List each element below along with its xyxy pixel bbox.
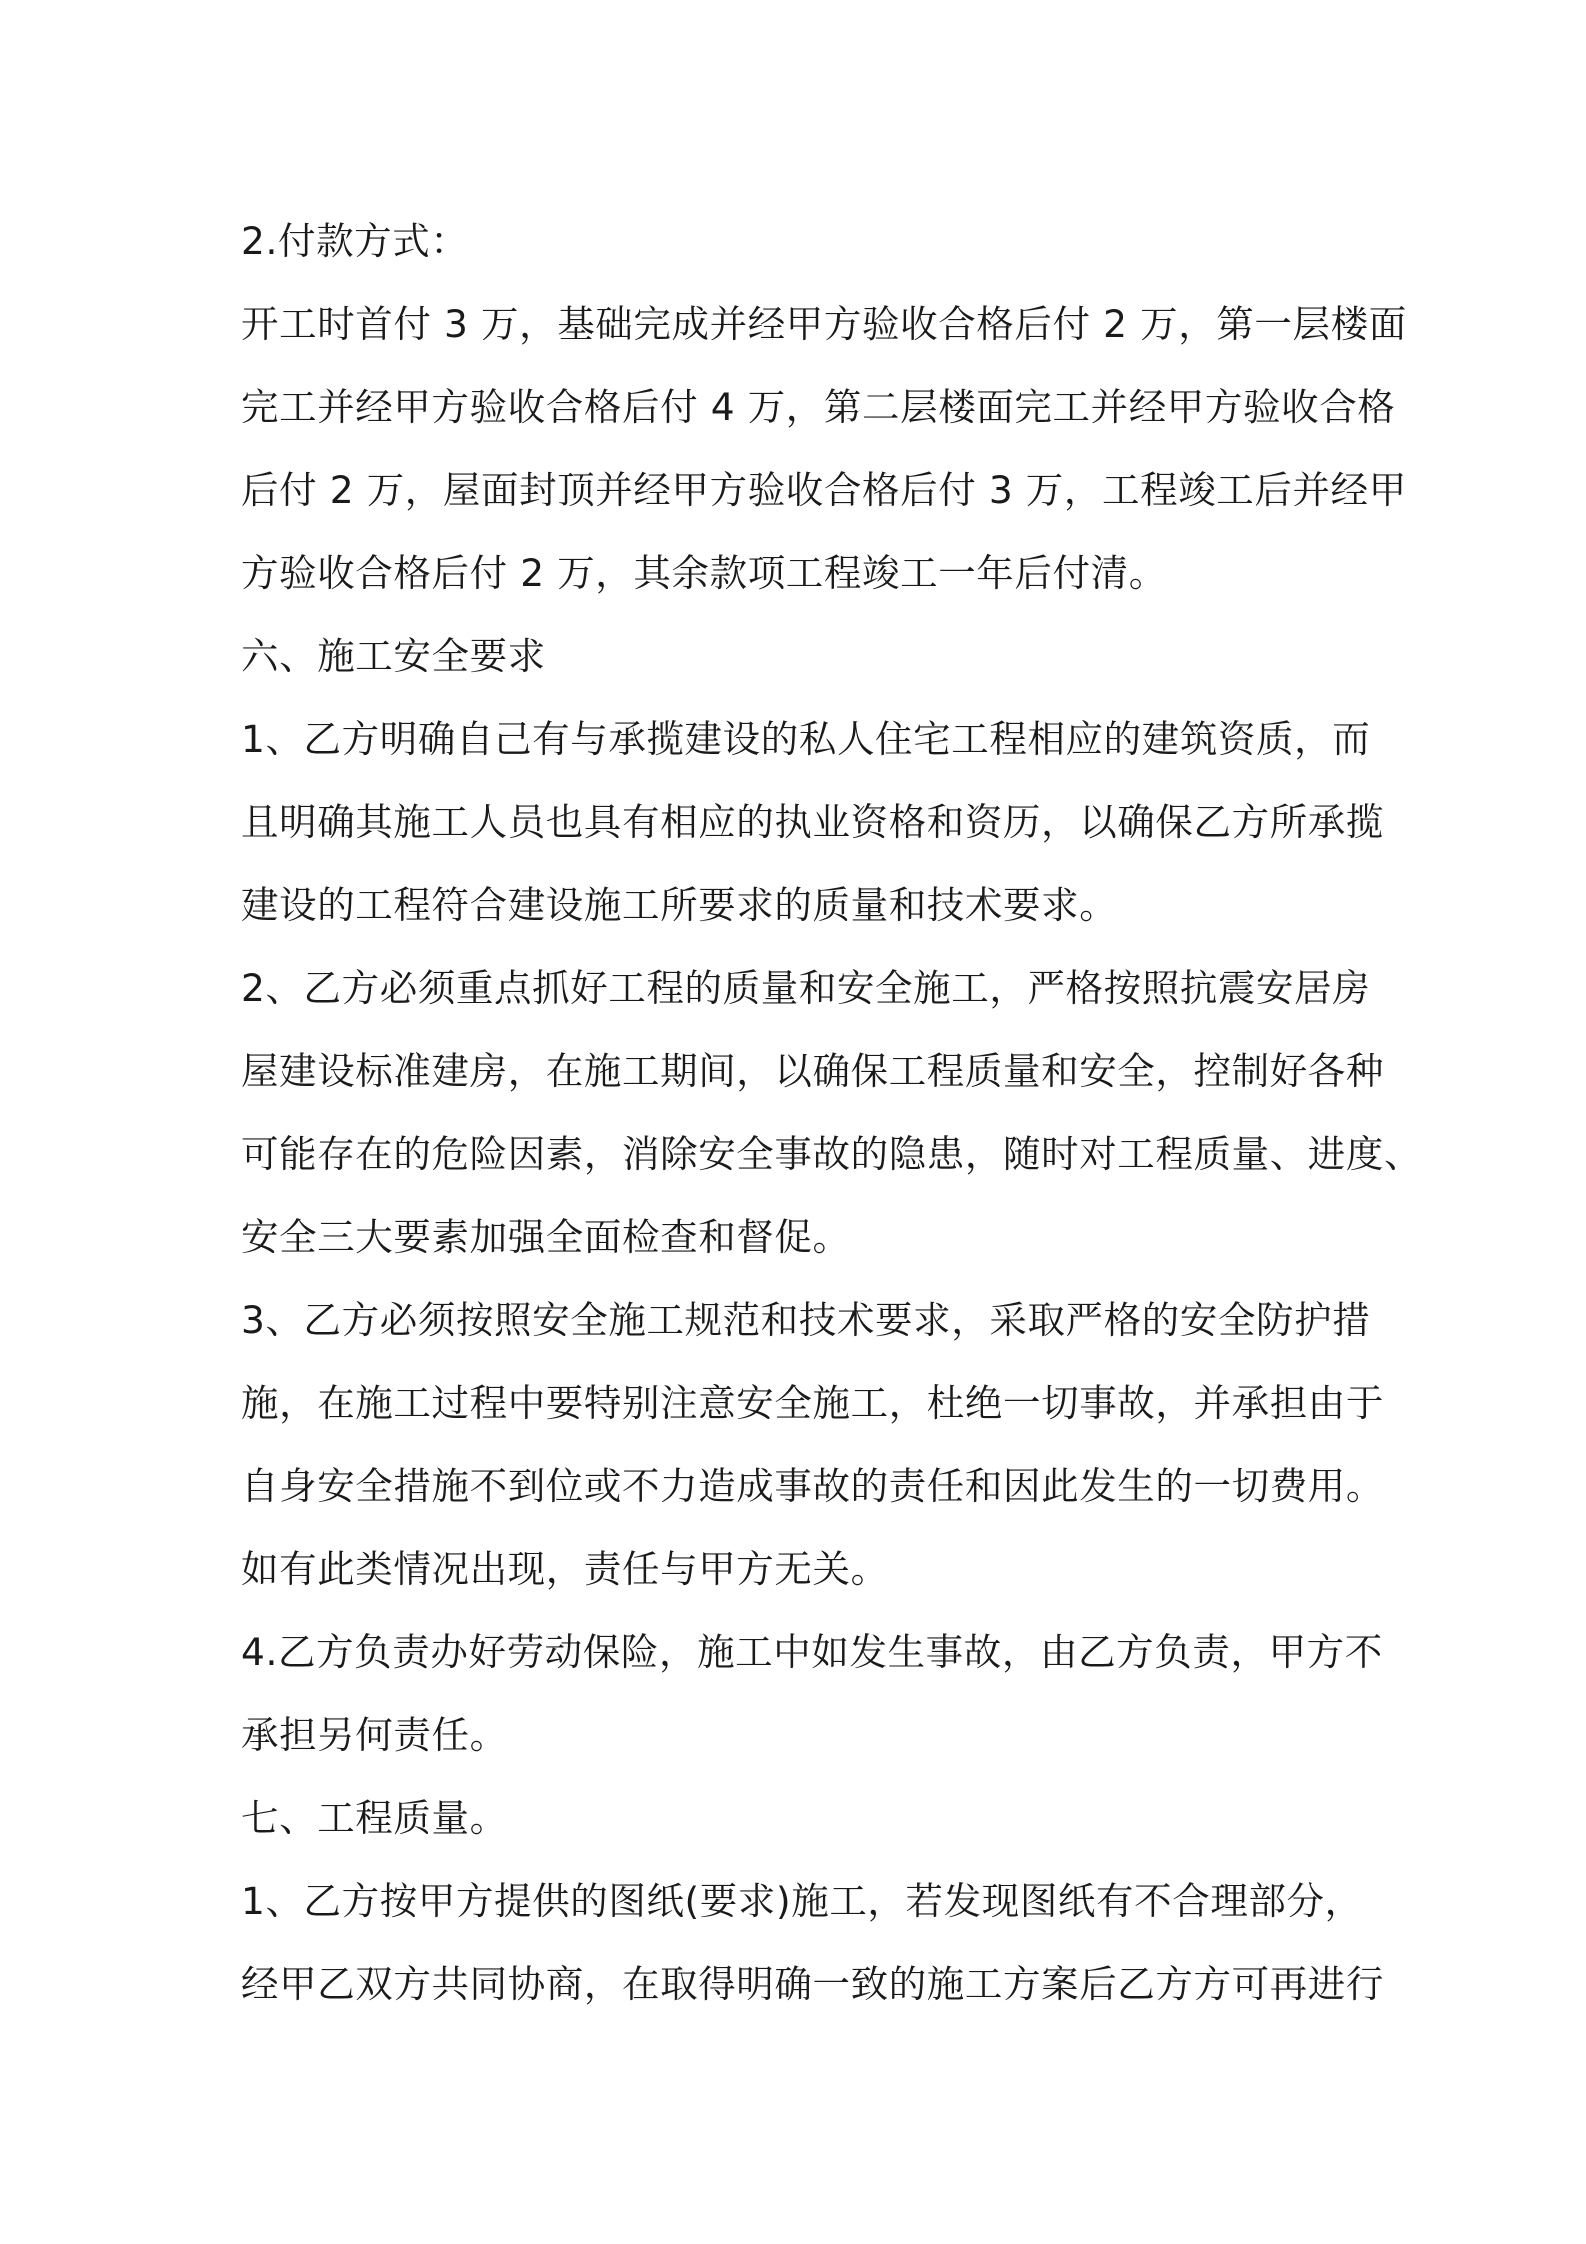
text-line: 3、乙方必须按照安全施工规范和技术要求，采取严格的安全防护措 (241, 1298, 1371, 1342)
text-line: 完工并经甲方验收合格后付 4 万，第二层楼面完工并经甲方验收合格 (241, 385, 1396, 429)
quality-section-heading (241, 1777, 1361, 1860)
text-line: 可能存在的危险因素，消除安全事故的隐患，随时对工程质量、进度、 (241, 1132, 1423, 1176)
text-line: 屋建设标准建房，在施工期间，以确保工程质量和安全，控制好各种 (241, 1049, 1384, 1093)
text-line: 方验收合格后付 2 万，其余款项工程竣工一年后付清。 (241, 551, 1167, 595)
text-line: 且明确其施工人员也具有相应的执业资格和资历，以确保乙方所承揽 (241, 800, 1384, 844)
text-line: 后付 2 万，屋面封顶并经甲方验收合格后付 3 万，工程竣工后并经甲 (241, 468, 1407, 512)
text-line: 七、工程质量。 (241, 1796, 508, 1840)
text-line: 2.付款方式： (241, 219, 469, 263)
text-line: 安全三大要素加强全面检查和督促。 (241, 1215, 851, 1259)
quality-clause-1 (241, 1860, 1384, 2026)
text-line: 1、乙方明确自己有与承揽建设的私人住宅工程相应的建筑资质，而 (241, 717, 1371, 761)
text-line: 4.乙方负责办好劳动保险，施工中如发生事故，由乙方负责，甲方不 (241, 1630, 1383, 1674)
text-line: 建设的工程符合建设施工所要求的质量和技术要求。 (241, 883, 1118, 927)
safety-clause-3 (241, 1279, 1384, 1611)
text-line: 施，在施工过程中要特别注意安全施工，杜绝一切事故，并承担由于 (241, 1381, 1384, 1425)
text-line: 六、施工安全要求 (241, 634, 546, 678)
safety-clause-2 (241, 947, 1423, 1279)
safety-clause-4 (241, 1611, 1383, 1777)
safety-clause-1 (241, 698, 1384, 947)
safety-section-heading (241, 615, 1361, 698)
text-line: 自身安全措施不到位或不力造成事故的责任和因此发生的一切费用。 (241, 1464, 1384, 1508)
payment-schedule-paragraph (241, 283, 1407, 615)
document-body (241, 200, 1423, 2026)
payment-method-heading (241, 200, 1361, 283)
text-line: 2、乙方必须重点抓好工程的质量和安全施工，严格按照抗震安居房 (241, 966, 1371, 1010)
text-line: 如有此类情况出现，责任与甲方无关。 (241, 1547, 889, 1591)
text-line: 开工时首付 3 万，基础完成并经甲方验收合格后付 2 万，第一层楼面 (241, 302, 1407, 346)
text-line: 1、乙方按甲方提供的图纸(要求)施工，若发现图纸有不合理部分， (241, 1879, 1363, 1923)
text-line: 经甲乙双方共同协商，在取得明确一致的施工方案后乙方方可再进行 (241, 1962, 1384, 2006)
text-line: 承担另何责任。 (241, 1713, 508, 1757)
